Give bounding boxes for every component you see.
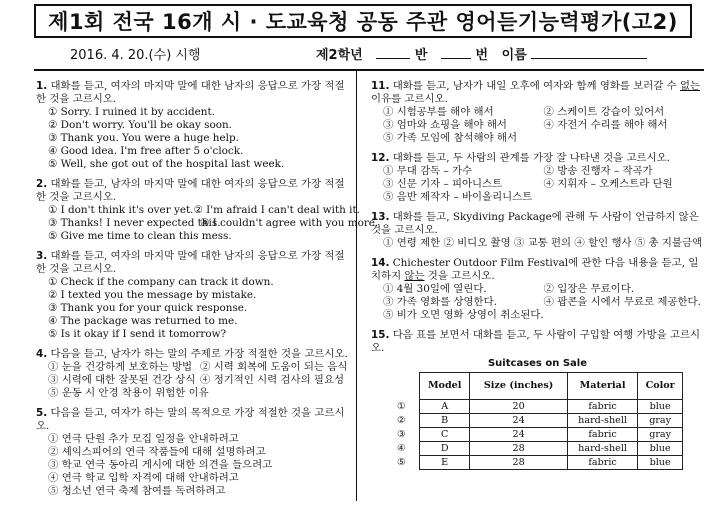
- option-row: [36, 361, 352, 374]
- answer-option: ⑤ Is it okay if I send it tomorrow?: [48, 328, 227, 340]
- column-header: Color: [638, 373, 683, 400]
- question-number: 4.: [36, 348, 48, 360]
- answer-option: ② Don't worry. You'll be okay soon.: [48, 119, 232, 131]
- answer-option: ⑤ Give me time to clean this mess.: [48, 230, 232, 242]
- table-cell-model: A: [420, 400, 470, 414]
- question-stem: [371, 211, 704, 237]
- table-cell-size: 24: [470, 428, 568, 442]
- answer-option: ⑤ 청소년 연극 축제 참여를 독려하려고: [48, 485, 226, 497]
- left-column: [36, 80, 379, 505]
- question-text: 대화를 듣고, Skydiving Package에 관해 두 사람이 언급하지 않은 것을 고르시오.: [371, 211, 699, 236]
- table-cell-color: gray: [638, 414, 683, 428]
- option-row: [371, 283, 704, 296]
- answer-option: ④ 자전거 수리를 해야 해서: [543, 119, 668, 131]
- table-row: [395, 456, 683, 470]
- answer-option: ① 4월 30일에 열린다.: [383, 283, 487, 295]
- table-cell-mark: ④: [397, 442, 406, 454]
- table-header-row: [395, 373, 683, 400]
- question-stem: [371, 257, 704, 283]
- name-label: 이름: [501, 48, 527, 63]
- table-cell-mark: ⑤: [397, 456, 406, 468]
- answer-option: ② I'm afraid I can't deal with it.: [193, 204, 360, 216]
- answer-option: ① I don't think it's over yet.: [48, 204, 194, 216]
- question-text-end: 것을 고르시오.: [424, 270, 495, 282]
- question-3: [36, 250, 352, 341]
- table-cell-model: C: [420, 428, 470, 442]
- option-row: [36, 374, 352, 387]
- question-stem: [36, 250, 352, 276]
- answer-option: ④ Good idea. I'm free after 5 o'clock.: [48, 145, 244, 157]
- answer-option: ③ Thanks! I never expected this.: [48, 217, 221, 229]
- table-cell-size: 28: [470, 456, 568, 470]
- option-row: [36, 387, 352, 400]
- answer-option: ③ 신문 기자 – 피아니스트: [383, 178, 503, 190]
- question-4: [36, 348, 352, 400]
- answer-option: ① 눈을 건강하게 보호하는 방법: [48, 361, 193, 373]
- header-rule: [34, 69, 704, 71]
- question-text: 대화를 듣고, 여자의 마지막 말에 대한 남자의 응답으로 가장 적절한 것을 고르시오.: [36, 80, 345, 105]
- table-cell-mark: ②: [397, 414, 406, 426]
- table-cell-color: gray: [638, 428, 683, 442]
- exam-title: [34, 4, 692, 38]
- option-row: [371, 106, 704, 119]
- table-cell-size: 20: [470, 400, 568, 414]
- underlined-word: 않는: [404, 270, 425, 282]
- question-text: 대화를 듣고, 두 사람의 관계를 가장 잘 나타낸 것을 고르시오.: [392, 152, 670, 164]
- answer-option: ⑤ 비가 오면 영화 상영이 취소된다.: [383, 309, 544, 321]
- suitcase-table: [395, 372, 683, 470]
- question-number: 1.: [36, 80, 48, 92]
- table-cell-material: fabric: [567, 428, 637, 442]
- question-number: 12.: [371, 152, 390, 164]
- answer-option: ④ 팝콘을 시에서 무료로 제공한다.: [543, 296, 701, 308]
- table-cell-mark: ①: [397, 400, 406, 412]
- question-number: 2.: [36, 178, 48, 190]
- answer-option: ② 입장은 무료이다.: [543, 283, 635, 295]
- question-stem: [36, 407, 352, 433]
- table-cell-size: 24: [470, 414, 568, 428]
- question-stem: [371, 329, 704, 355]
- answer-option: ② 시력 회복에 도움이 되는 음식: [200, 361, 348, 373]
- answer-option: ⑤ 가족 모임에 참석해야 해서: [383, 132, 518, 144]
- question-number: 13.: [371, 211, 390, 223]
- question-number: 14.: [371, 257, 390, 269]
- class-blank: [376, 46, 410, 59]
- answer-option: ⑤ 운동 시 안경 착용이 위험한 이유: [48, 387, 209, 399]
- column-divider: [356, 71, 357, 501]
- answer-option: ③ 시력에 대한 잘못된 건강 상식: [48, 374, 196, 386]
- table-cell-material: fabric: [567, 456, 637, 470]
- option-row: [371, 296, 704, 309]
- table-cell-model: B: [420, 414, 470, 428]
- header-spacer: [395, 373, 420, 400]
- option-row: [371, 309, 704, 322]
- option-row: [371, 165, 704, 178]
- answer-option: ④ I couldn't agree with you more.: [200, 217, 379, 229]
- question-13: [371, 211, 704, 250]
- question-2: [36, 178, 379, 243]
- answer-option: ③ 엄마와 쇼핑을 해야 해서: [383, 119, 507, 131]
- name-blank: [531, 46, 647, 59]
- option-row: [36, 217, 379, 230]
- answer-option: ① Check if the company can track it down.: [48, 276, 274, 288]
- question-text: 대화를 듣고, 여자의 마지막 말에 대한 남자의 응답으로 가장 적절한 것을 고르시오.: [36, 250, 345, 275]
- answer-option: ① Sorry. I ruined it by accident.: [48, 106, 215, 118]
- table-row: [395, 442, 683, 456]
- question-stem: [36, 348, 352, 361]
- table-cell-material: hard-shell: [567, 414, 637, 428]
- question-number: 5.: [36, 407, 48, 419]
- column-header: Material: [567, 373, 637, 400]
- answer-option: ② 스케이트 강습이 있어서: [543, 106, 665, 118]
- answer-option: ③ 가족 영화를 상영한다.: [383, 296, 497, 308]
- question-stem: [371, 152, 704, 165]
- exam-date: 2016. 4. 20.(수) 시행: [70, 48, 201, 63]
- question-text: 대화를 듣고, 남자가 내일 오후에 여자와 함께 영화를 보러갈 수: [392, 80, 680, 92]
- answer-option: ③ Thank you. You were a huge help.: [48, 132, 239, 144]
- question-text: Chichester Outdoor Film Festival에 관한 다음 내용을 듣고, 일치하지: [371, 257, 699, 282]
- answer-option: ④ 연극 학교 입학 자격에 대해 안내하려고: [48, 472, 239, 484]
- number-label: 번: [475, 48, 489, 63]
- table-cell-size: 28: [470, 442, 568, 456]
- option-row: [371, 191, 704, 204]
- question-5: [36, 407, 352, 498]
- question-stem: [36, 178, 352, 204]
- answer-option: ② 방송 진행자 – 작곡가: [543, 165, 653, 177]
- table-cell-color: blue: [638, 400, 683, 414]
- question-text: 다음을 듣고, 남자가 하는 말의 주제로 가장 적절한 것을 고르시오.: [50, 348, 348, 360]
- option-row: [36, 204, 360, 217]
- table-cell-mark: ③: [397, 428, 406, 440]
- option-row: [371, 119, 704, 132]
- question-11: [371, 80, 704, 145]
- question-text: 다음을 듣고, 여자가 하는 말의 목적으로 가장 적절한 것을 고르시오.: [36, 407, 345, 432]
- column-header: Model: [420, 373, 470, 400]
- column-header: Size (inches): [470, 373, 568, 400]
- question-14: [371, 257, 704, 322]
- option-row: [36, 230, 352, 243]
- question-number: 15.: [371, 329, 390, 341]
- underlined-word: 없는: [680, 80, 701, 92]
- answer-option: ② I texted you the message by mistake.: [48, 289, 257, 301]
- question-stem: [371, 80, 704, 106]
- answer-option: ⑤ Well, she got out of the hospital last week.: [48, 158, 285, 170]
- question-text: 대화를 듣고, 남자의 마지막 말에 대한 여자의 응답으로 가장 적절한 것을 고르시오.: [36, 178, 345, 203]
- answer-option: ① 시험공부를 해야 해서: [383, 106, 494, 118]
- answer-option: ⑤ 음반 제작자 – 바이올리니스트: [383, 191, 533, 203]
- answer-option: ④ 정기적인 시력 검사의 필요성: [200, 374, 345, 386]
- answer-option: ① 연령 제한 ② 비디오 촬영 ③ 교통 편의 ④ 할인 행사 ⑤ 총 지불금액: [383, 237, 703, 249]
- table-cell-material: hard-shell: [567, 442, 637, 456]
- question-15: [371, 329, 704, 470]
- answer-option: ④ The package was returned to me.: [48, 315, 238, 327]
- table-cell-color: blue: [638, 456, 683, 470]
- exam-info-line: [70, 44, 710, 62]
- table-cell-model: D: [420, 442, 470, 456]
- table-title: Suitcases on Sale: [487, 358, 587, 369]
- option-row: [371, 178, 704, 191]
- grade-label: 제2학년: [316, 48, 363, 63]
- question-stem: [36, 80, 352, 106]
- answer-option: ① 무대 감독 – 가수: [383, 165, 473, 177]
- question-number: 11.: [371, 80, 390, 92]
- table-cell-model: E: [420, 456, 470, 470]
- number-blank: [441, 46, 471, 59]
- table-cell-color: blue: [638, 442, 683, 456]
- class-label: 반: [414, 48, 428, 63]
- question-text-end: 이유를 고르시오.: [371, 93, 448, 105]
- student-info: [316, 44, 647, 63]
- answer-option: ② 셰익스피어의 연극 작품들에 대해 설명하려고: [48, 446, 266, 458]
- question-text: 다음 표를 보면서 대화를 듣고, 두 사람이 구입할 여행 가방을 고르시오.: [371, 329, 701, 354]
- table-cell-material: fabric: [567, 400, 637, 414]
- question-12: [371, 152, 704, 204]
- option-row: [371, 132, 704, 145]
- question-number: 3.: [36, 250, 48, 262]
- answer-option: ③ Thank you for your quick response.: [48, 302, 248, 314]
- exam-title-text: 제1회 전국 16개 시 · 도교육청 공동 주관 영어듣기능력평가(고2): [48, 10, 678, 34]
- answer-option: ① 연극 단원 추가 모집 일정을 안내하려고: [48, 433, 239, 445]
- table-row: [395, 428, 683, 442]
- right-column: [371, 80, 704, 477]
- table-row: [395, 414, 683, 428]
- answer-option: ③ 학교 연극 동아리 게시에 대한 의견을 들으려고: [48, 459, 273, 471]
- question-1: [36, 80, 352, 171]
- answer-option: ④ 지휘자 – 오케스트라 단원: [543, 178, 673, 190]
- table-row: [395, 400, 683, 414]
